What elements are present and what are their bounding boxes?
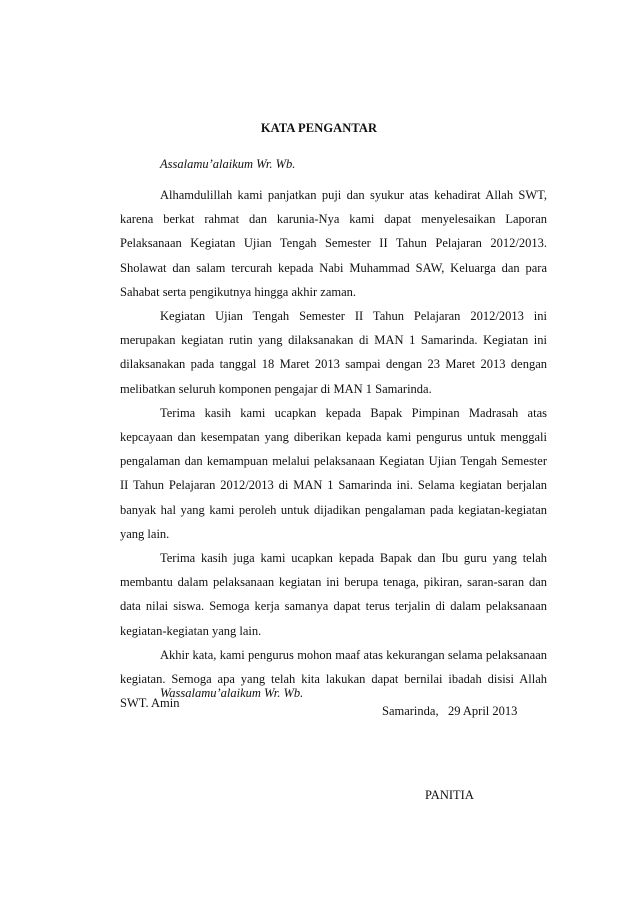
document-title: KATA PENGANTAR (260, 121, 378, 135)
paragraph-closing: Akhir kata, kami pengurus mohon maaf atas kekurangan selama pelaksanaan kegiatan. Semoga apa yang telah kita lakukan dapat bernilai ibadah disisi Allah SWT. Amin (120, 647, 547, 711)
closing-greeting: Wassalamu’alaikum Wr. Wb. (160, 686, 304, 700)
opening-greeting: Assalamu’alaikum Wr. Wb. (160, 157, 296, 171)
paragraph-thanks-principal: Terima kasih kami ucapkan kepada Bapak Pimpinan Madrasah atas kepcayaan dan kesempatan yang diberikan kepada kami pengurus untuk menggali pengalaman dan kemampuan melalui pelaksanaan Kegiatan Ujian Tengah Semester II Tahun Pelajaran 2012/2013 di MAN 1 Samarinda ini. Selama kegiatan berjalan banyak hal yang kami peroleh untuk dijadikan pengalaman pada kegiatan-kegiatan yang lain. (120, 405, 547, 541)
place-and-date: Samarinda, 29 April 2013 (382, 704, 518, 718)
paragraph-opening-praise: Alhamdulillah kami panjatkan puji dan syukur atas kehadirat Allah SWT, karena berkat rahmat dan karunia-Nya kami dapat menyelesaikan Laporan Pelaksanaan Kegiatan Ujian Tengah Semester II Tahun Pelajaran 2012/2013. Sholawat dan salam tercurah kepada Nabi Muhammad SAW, Keluarga dan para Sahabat serta pengikutnya hingga akhir zaman. (120, 188, 547, 299)
signatory: PANITIA (425, 788, 474, 802)
document-body (120, 183, 547, 715)
paragraph-activity-description: Kegiatan Ujian Tengah Semester II Tahun Pelajaran 2012/2013 ini merupakan kegiatan rutin yang dilaksanakan di MAN 1 Samarinda. Kegiatan ini dilaksanakan pada tanggal 18 Maret 2013 sampai dengan 23 Maret 2013 dengan melibatkan seluruh komponen pengajar di MAN 1 Samarinda. (120, 309, 547, 396)
paragraph-thanks-teachers: Terima kasih juga kami ucapkan kepada Bapak dan Ibu guru yang telah membantu dalam pelaksanaan kegiatan ini berupa tenaga, pikiran, saran-saran dan data nilai siswa. Semoga kerja samanya dapat terus terjalin di dalam pelaksanaan kegiatan-kegiatan yang lain. (120, 551, 547, 638)
